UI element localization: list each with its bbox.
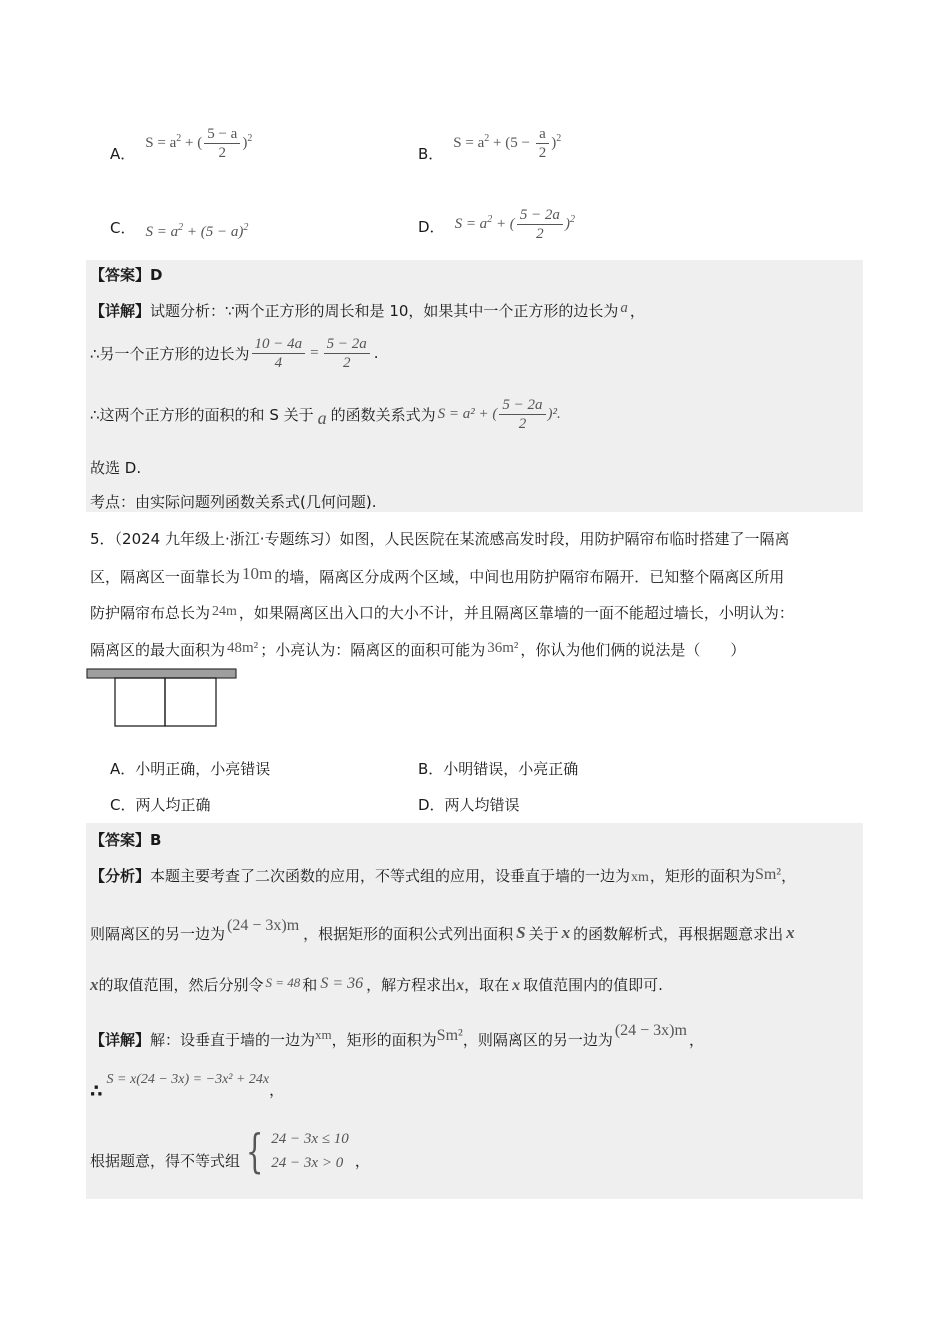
right-region <box>165 678 216 726</box>
fraction: $\frac{5 - 2a}{2}$ <box>324 335 370 372</box>
detail-line-2: ∴ S = x(24 − 3x) = −3x² + 24x ， <box>90 1072 285 1102</box>
q5-option-b: B．小明错误，小亮正确 <box>418 760 579 778</box>
q5-line-3: 防护隔帘布总长为 24m ，如果隔离区出入口的大小不计，并且隔离区靠墙的一面不能超过墙长，小明认为： <box>90 604 794 622</box>
var-x: x <box>90 975 99 994</box>
inequality-2: 24 − 3x > 0 <box>271 1155 344 1171</box>
q5-line-4: 隔离区的最大面积为 48m² ；小亮认为：隔离区的面积可能为 36m² ，你认为他们俩的说法是（ ） <box>90 640 746 659</box>
length-10m: 10m <box>242 564 273 583</box>
detail-line-1: 【详解】解：设垂直于墙的一边为xm，矩形的面积为Sm²，则隔离区的另一边为(24 − 3x)m， <box>90 1022 704 1049</box>
xm: xm <box>631 870 649 885</box>
option-formula: $S = a^2$ + ( $\frac{5 - a}{2}$ )$^2$ <box>145 125 253 161</box>
var-a: a <box>317 407 327 428</box>
var-a: a <box>620 300 628 316</box>
detail-text: 的函数关系式为 <box>330 405 436 424</box>
detail-text: ∴这两个正方形的面积的和 S 关于 <box>90 405 314 424</box>
formula: S = a² + ( $\frac{5 - 2a}{2}$ )². <box>437 396 561 432</box>
option-label: A． <box>110 144 136 163</box>
option-label: D． <box>418 217 445 236</box>
detail-label: 【详解】 <box>90 302 151 320</box>
q5-line-1: 5．（2024 九年级上·浙江·专题练习）如图，人民医院在某流感高发时段，用防护隔帘布临时搭建了一隔离 <box>90 530 790 548</box>
comma: ， <box>629 302 645 320</box>
left-region <box>115 678 165 726</box>
sm2: Sm² <box>754 866 782 883</box>
analysis-line-3: x的取值范围，然后分别令 S = 48 和 S = 36 ，解方程求出x，取在 x 取值范围内的值即可. <box>90 975 663 994</box>
var-x: x <box>561 923 571 942</box>
option-b <box>418 118 561 168</box>
detail-text: 试题分析：∵两个正方形的周长和是 10，如果其中一个正方形的边长为 <box>150 302 619 320</box>
q5-option-d: D．两人均错误 <box>418 796 520 814</box>
choose-line: 故选 D. <box>90 459 142 477</box>
analysis-line-1: 【分析】本题主要考查了二次函数的应用，不等式组的应用，设垂直于墙的一边为xm，矩形的面积为Sm²， <box>90 866 797 885</box>
inequality-system: { 24 − 3x ≤ 10 24 − 3x > 0 <box>245 1124 349 1178</box>
option-formula: $S = a^2 + (5$ − $\frac{a}{2}$ )$^2$ <box>453 125 562 161</box>
knowledge-point: 考点：由实际问题列函数关系式(几何问题). <box>90 493 377 511</box>
var-s: S <box>516 923 526 942</box>
option-a <box>110 118 252 168</box>
option-label: B． <box>418 144 444 163</box>
area-36: 36m² <box>487 640 519 656</box>
option-d <box>418 202 575 246</box>
s-36: S = 36 <box>320 975 364 992</box>
detail-text: ∴另一个正方形的边长为 <box>90 344 250 363</box>
answer-label: 【答案】D <box>90 266 163 284</box>
expr-24-3x: (24 − 3x)m <box>227 917 300 934</box>
s-48: S = 48 <box>265 975 301 990</box>
detail-line-3: 根据题意，得不等式组 { 24 − 3x ≤ 10 24 − 3x > 0 ， <box>90 1124 370 1178</box>
period: . <box>373 344 379 362</box>
q5-option-c: C．两人均正确 <box>110 796 211 814</box>
fraction: $\frac{10 - 4a}{4}$ <box>252 335 306 372</box>
wall <box>87 669 236 678</box>
var-x: x <box>786 923 795 942</box>
q5-line-2: 区，隔离区一面靠长为 10m 的墙，隔离区分成两个区域，中间也用防护隔帘布隔开．已知整个隔离区所用 <box>90 564 785 586</box>
detail-line-1 <box>90 300 645 321</box>
length-24m: 24m <box>212 604 237 619</box>
inequality-1: 24 − 3x ≤ 10 <box>271 1131 349 1147</box>
option-formula: $S = a^2$ + ( $\frac{5 - 2a}{2}$ )$^2$ <box>454 206 575 242</box>
answer-block-q4 <box>86 260 863 512</box>
answer-label: 【答案】B <box>90 831 162 849</box>
q5-option-a: A．小明正确，小亮错误 <box>110 760 271 778</box>
detail-line-3 <box>90 392 561 436</box>
isolation-diagram <box>86 668 240 730</box>
analysis-line-2: 则隔离区的另一边为 (24 − 3x)m ，根据矩形的面积公式列出面积 S 关于 x 的函数解析式，再根据题意求出 x <box>90 917 795 943</box>
equals: = <box>310 344 319 361</box>
therefore: ∴ <box>90 1081 103 1102</box>
option-formula: $S = a^2 + (5 - a)^2$ <box>145 222 249 240</box>
option-c <box>110 214 248 241</box>
option-label: C． <box>110 219 136 237</box>
area-48: 48m² <box>227 640 259 656</box>
s-expression: S = x(24 − 3x) = −3x² + 24x <box>106 1072 270 1087</box>
detail-line-2 <box>90 332 379 374</box>
